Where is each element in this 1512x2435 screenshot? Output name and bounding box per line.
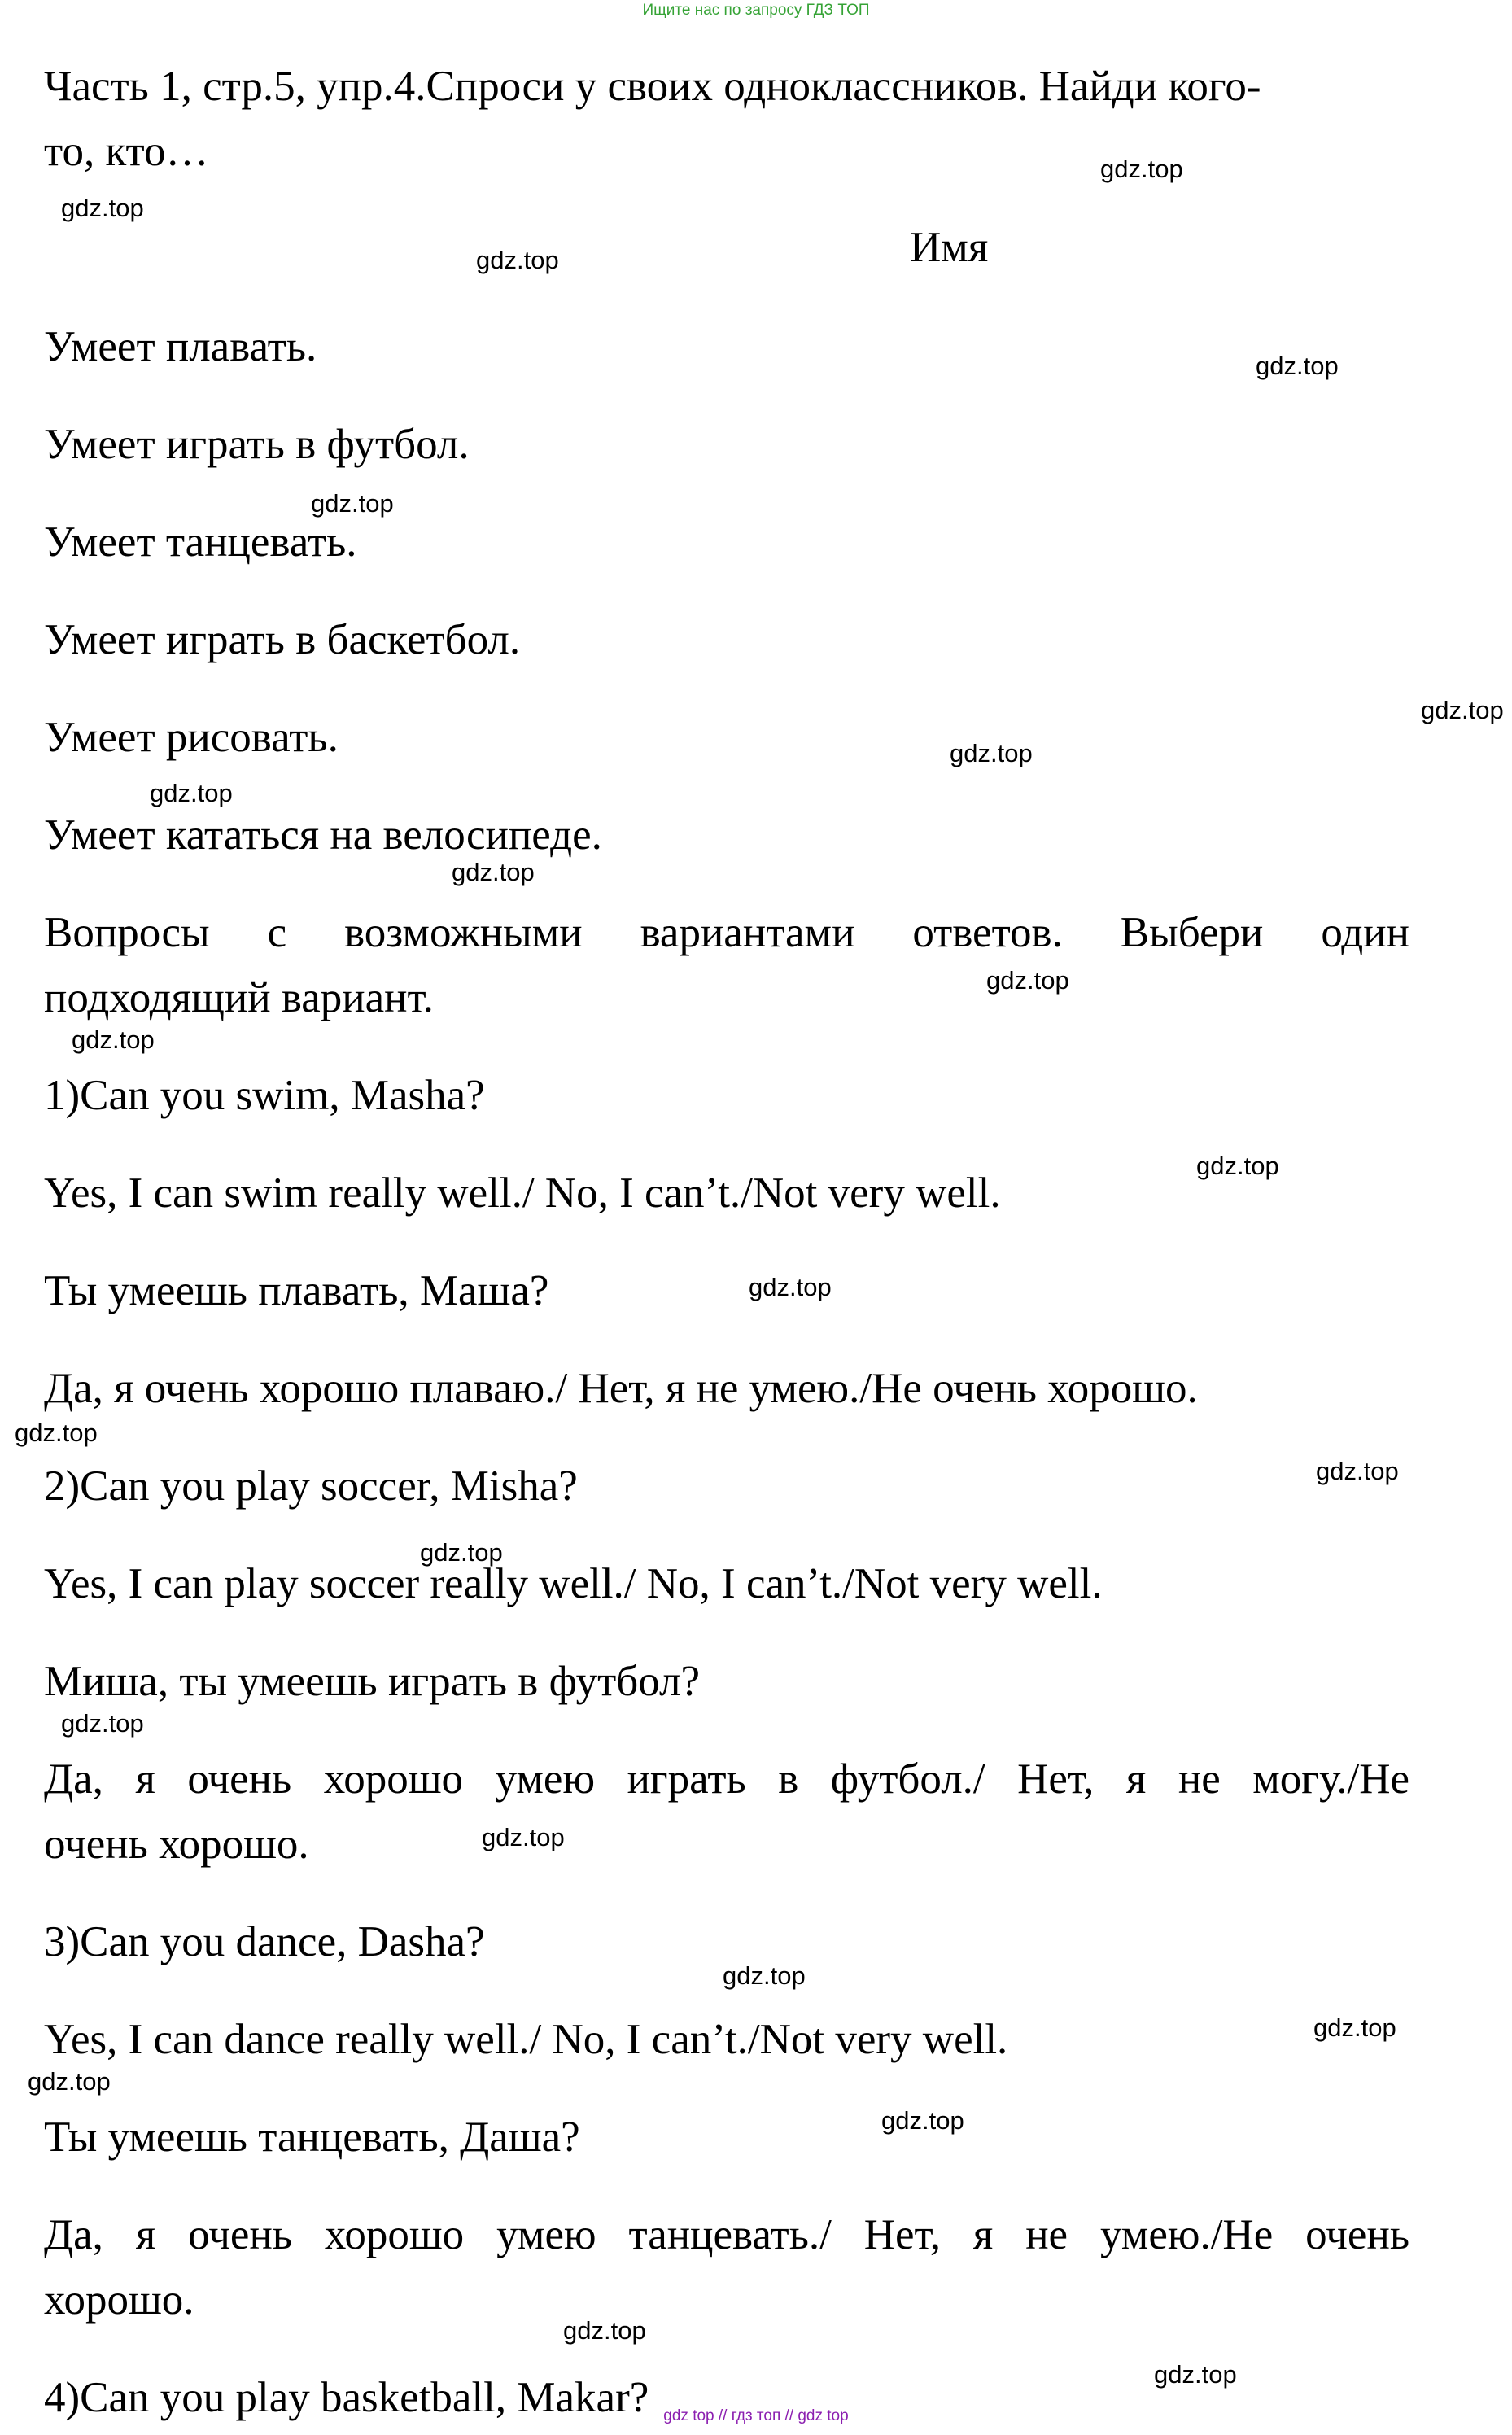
watermark: gdz.top xyxy=(1196,1152,1279,1180)
watermark: gdz.top xyxy=(1316,1457,1399,1485)
answer-ru-line-2: очень хорошо. xyxy=(44,1821,309,1868)
answer-ru-line-1: Да, я очень хорошо умею танцевать./ Нет, я не умею./Не очень xyxy=(44,2211,1409,2258)
watermark: gdz.top xyxy=(150,779,233,807)
watermark: gdz.top xyxy=(420,1538,503,1567)
watermark: gdz.top xyxy=(881,2106,964,2135)
question-en: 3)Can you dance, Dasha? xyxy=(44,1918,485,1965)
ability-item: Умеет танцевать. xyxy=(44,518,357,566)
ability-item: Умеет кататься на велосипеде. xyxy=(44,811,602,859)
instruction-line-2: подходящий вариант. xyxy=(44,974,434,1021)
watermark: gdz.top xyxy=(311,489,394,518)
question-ru: Ты умеешь танцевать, Даша? xyxy=(44,2114,580,2161)
watermark: gdz.top xyxy=(1154,2360,1237,2389)
question-ru: Ты умеешь плавать, Маша? xyxy=(44,1267,549,1314)
ability-item: Умеет играть в футбол. xyxy=(44,421,470,468)
watermark: gdz.top xyxy=(482,1823,565,1851)
question-en: 1)Can you swim, Masha? xyxy=(44,1072,485,1119)
answer-ru-line-1: Да, я очень хорошо умею играть в футбол./ Нет, я не могу./Не xyxy=(44,1755,1409,1803)
ability-item: Умеет рисовать. xyxy=(44,714,339,761)
watermark: gdz.top xyxy=(950,739,1033,767)
question-en: 4)Can you play basketball, Makar? xyxy=(44,2374,649,2421)
watermark: gdz.top xyxy=(61,194,144,222)
ability-item: Умеет играть в баскетбол. xyxy=(44,616,521,663)
watermark: gdz.top xyxy=(72,1025,155,1054)
watermark: gdz.top xyxy=(15,1419,98,1447)
watermark: gdz.top xyxy=(1313,2013,1396,2042)
question-ru: Миша, ты умеешь играть в футбол? xyxy=(44,1658,700,1705)
watermark: gdz.top xyxy=(563,2316,646,2345)
answer-ru-line-2: хорошо. xyxy=(44,2276,194,2324)
watermark: gdz.top xyxy=(723,1961,806,1990)
watermark: gdz.top xyxy=(1256,352,1339,380)
watermark: gdz.top xyxy=(28,2067,111,2096)
answer-ru: Да, я очень хорошо плаваю./ Нет, я не умею./Не очень хорошо. xyxy=(44,1365,1198,1412)
watermark: gdz.top xyxy=(749,1273,832,1301)
watermark: gdz.top xyxy=(61,1709,144,1738)
answer-en: Yes, I can dance really well./ No, I can’t./Not very well. xyxy=(44,2016,1008,2063)
instruction-line-1: Вопросы с возможными вариантами ответов. Выбери один xyxy=(44,909,1409,956)
watermark: gdz.top xyxy=(476,246,559,274)
header-banner: Ищите нас по запросу ГДЗ ТОП xyxy=(642,2,870,19)
watermark: gdz.top xyxy=(1421,696,1504,724)
answer-en: Yes, I can play soccer really well./ No, I can’t./Not very well. xyxy=(44,1560,1103,1607)
watermark: gdz.top xyxy=(1100,155,1183,183)
watermark: gdz.top xyxy=(452,858,535,886)
name-column-label: Имя xyxy=(910,224,989,271)
question-en: 2)Can you play soccer, Misha? xyxy=(44,1462,578,1510)
footer-banner: gdz top // гдз топ // gdz top xyxy=(663,2407,849,2424)
watermark: gdz.top xyxy=(986,966,1069,995)
title-line-2: то, кто… xyxy=(44,128,209,175)
title-line-1: Часть 1, стр.5, упр.4.Спроси у своих одноклассников. Найди кого- xyxy=(44,63,1261,110)
answer-en: Yes, I can swim really well./ No, I can’t./Not very well. xyxy=(44,1169,1001,1217)
ability-item: Умеет плавать. xyxy=(44,323,317,370)
